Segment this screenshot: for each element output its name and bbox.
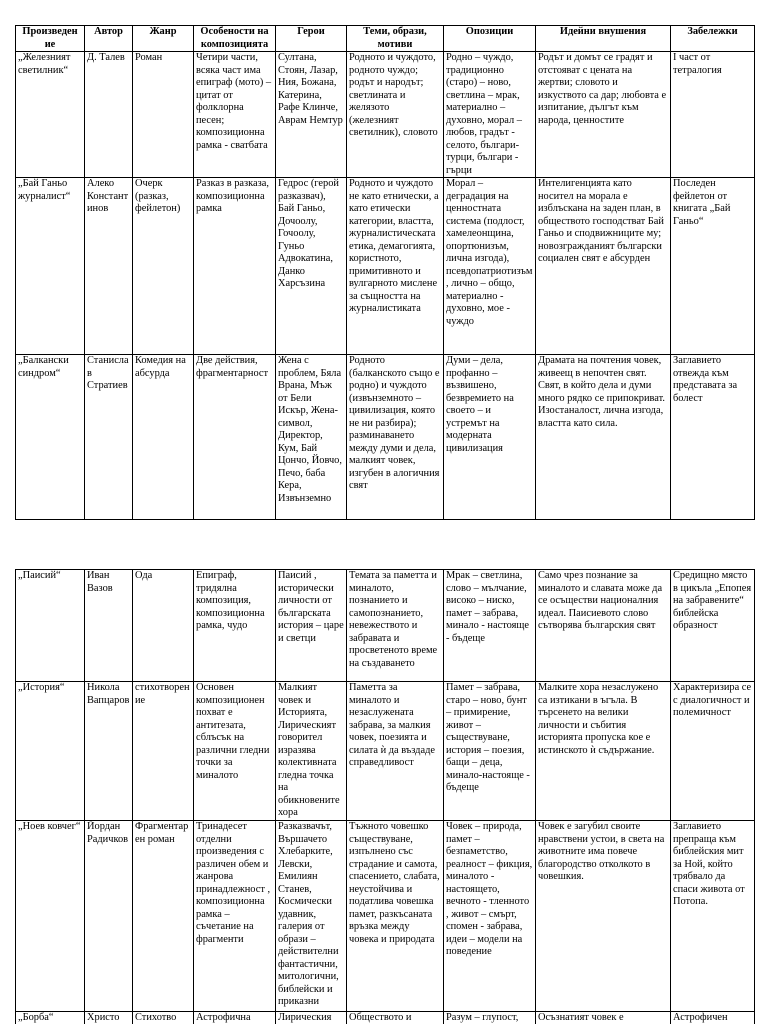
- literature-table-2: [15, 569, 755, 1024]
- table-cell: стихотворение: [133, 682, 194, 821]
- table-cell: Родното и чуждото не като етнически, а като етически категории, властта, журналистическата етика, демагогията, користното, примитивното и вулгарното мислене за същността на журналистиката: [347, 178, 444, 355]
- table-cell: Стихотво: [133, 1012, 194, 1024]
- header-cell: Идейни внушения: [536, 26, 671, 52]
- table-cell: Разказвачът, Вършачето Хлебарките, Левски, Емилиян Станев, Космически удавник, галерия от образи – действителни фантастични, митологични, библейски и приказни: [276, 821, 347, 1012]
- table-cell: „Балкански синдром“: [16, 355, 85, 520]
- table-cell: Мрак – светлина, слово – мълчание, високо – ниско, памет – забрава, минало - настояще - бъдеще: [444, 570, 536, 682]
- table-cell: Средищно място в цикъла „Епопея на забравените“ библейска образност: [671, 570, 755, 682]
- table-cell: „Борба“: [16, 1012, 85, 1024]
- table-cell: Астрофичен: [671, 1012, 755, 1024]
- table-cell: Йордан Радичков: [85, 821, 133, 1012]
- table-cell: Роман: [133, 52, 194, 178]
- table-cell: „Ноев ковчег“: [16, 821, 85, 1012]
- table-cell: Драмата на почтения човек, живеещ в непочтен свят. Свят, в който дела и думи много рядко се припокриват. Изостаналост, лична изгода, властта като сила.: [536, 355, 671, 520]
- table-cell: „Паисий“: [16, 570, 85, 682]
- table-cell: Разказ в разказа, композиционна рамка: [194, 178, 276, 355]
- table-cell: Станислав Стратиев: [85, 355, 133, 520]
- literature-table-1: [15, 25, 755, 520]
- table-cell: Малките хора незаслужено са изтикани в ъгъла. В търсенето на велики личности и събития историята пропуска кое е истинското ѝ съдържание.: [536, 682, 671, 821]
- table-cell: Родното и чуждото, родното чуждо; родът и народът; светлината и желязото (железният светилник), словото: [347, 52, 444, 178]
- table-cell: I част от тетралогия: [671, 52, 755, 178]
- table-cell: Родно – чуждо, традиционно (старо) – ново, светлина – мрак, материално – духовно, морал – любов, градът - селото, българи-турци, българи - гърци: [444, 52, 536, 178]
- table-cell: Интелигенцията като носител на морала е изблъскана на заден план, в обществото господстват Бай Ганьо и сподвижниците му; новозгражданият български социален свят е абсурден: [536, 178, 671, 355]
- table-cell: Епиграф, тридялна композиция, композиционна рамка, чудо: [194, 570, 276, 682]
- table-cell: Ода: [133, 570, 194, 682]
- table-cell: Основен композиционен похват е антитезата, сблъсък на различни гледни точки за миналото: [194, 682, 276, 821]
- table-cell: Тринадесет отделни произведения с различен обем и жанрова принадлежност , композиционна рамка – съчетание на фрагменти: [194, 821, 276, 1012]
- table-cell: Христо: [85, 1012, 133, 1024]
- table-cell: Д. Талев: [85, 52, 133, 178]
- table-row: [16, 52, 755, 178]
- table-cell: Родът и домът се градят и отстояват с цената на жертви; словото и изкуството са дар; любовта е изпитание, дългът към народа, ценностите: [536, 52, 671, 178]
- table-cell: Жена с проблем, Бяла Врана, Мъж от Бели Искър, Жена-символ, Директор, Кум, Бай Цончо, Йовчо, Печо, баба Кера, Извънземно: [276, 355, 347, 520]
- table-cell: Заглавието отвежда към представата за болест: [671, 355, 755, 520]
- header-cell: Особености на композицията: [194, 26, 276, 52]
- table-cell: Само чрез познание за миналото и славата може да се осъществи националния идеал. Паисиевото слово сътворява българския свят: [536, 570, 671, 682]
- table-cell: Лирическия: [276, 1012, 347, 1024]
- table-cell: Памет – забрава, старо – ново, бунт – примирение, живот – съществуване, история – поезия, бащи – деца, минало-настояще - бъдеще: [444, 682, 536, 821]
- table-cell: Алеко Константинов: [85, 178, 133, 355]
- header-cell: Жанр: [133, 26, 194, 52]
- table-row: [16, 355, 755, 520]
- header-cell: Герои: [276, 26, 347, 52]
- table-cell: Комедия на абсурда: [133, 355, 194, 520]
- table-row: [16, 570, 755, 682]
- table-row: [16, 682, 755, 821]
- table-cell: Малкият човек и Историята, Лирическият говорител изразява колективната гледна точка на обикновените хора: [276, 682, 347, 821]
- table-cell: Очерк (разказ, фейлетон): [133, 178, 194, 355]
- header-cell: Теми, образи, мотиви: [347, 26, 444, 52]
- table-cell: „Бай Ганьо журналист“: [16, 178, 85, 355]
- table-row: [16, 178, 755, 355]
- table-cell: Никола Вапцаров: [85, 682, 133, 821]
- table-cell: Тъжното човешко съществуване, изпълнено със страдание и самота, спасението, слабата, неустойчива и податлива човешка памет, разкъсаната връзка между човека и природата: [347, 821, 444, 1012]
- table-cell: Султана, Стоян, Лазар, Ния, Божана, Катерина, Рафе Клинче, Аврам Немтур: [276, 52, 347, 178]
- table-cell: Човек е загубил своите нравствени устои, в света на животните има повече благородство отколкото в човешкия.: [536, 821, 671, 1012]
- header-cell: Произведен ие: [16, 26, 85, 52]
- table-cell: Гедрос (герой разказвач), Бай Ганьо, Дочоолу, Гочоолу, Гуньо Адвокатина, Данко Харсъзина: [276, 178, 347, 355]
- table-cell: „История“: [16, 682, 85, 821]
- table-cell: Последен фейлетон от книгата „Бай Ганьо“: [671, 178, 755, 355]
- table-row: [16, 821, 755, 1012]
- header-cell: Опозиции: [444, 26, 536, 52]
- table-cell: Паисий , исторически личности от българската история – царе и светци: [276, 570, 347, 682]
- table-cell: Иван Вазов: [85, 570, 133, 682]
- table-cell: Думи – дела, профанно – възвишено, безвремието на своето – и устремът на модерната цивилизация: [444, 355, 536, 520]
- table-cell: Фрагментарен роман: [133, 821, 194, 1012]
- table-cell: „Железният светилник“: [16, 52, 85, 178]
- table-cell: Родното (балканското също е родно) и чуждото (извънземното – цивилизация, която не ни разбира); разминаването между думи и дела, малкият човек, изгубен в алогичния свят: [347, 355, 444, 520]
- table-row: [16, 1012, 755, 1024]
- header-cell: Забележки: [671, 26, 755, 52]
- table-cell: Осъзнатият човек е: [536, 1012, 671, 1024]
- header-row: [16, 26, 755, 52]
- table-cell: Паметта за миналото и незаслужената забрава, за малкия човек, поезията и силата ѝ да въздаде справедливост: [347, 682, 444, 821]
- table-cell: Обществото и: [347, 1012, 444, 1024]
- table-cell: Разум – глупост,: [444, 1012, 536, 1024]
- table-cell: Заглавието препраща към библейския мит за Ной, който трябвало да спаси живота от Потопа.: [671, 821, 755, 1012]
- table-cell: Две действия, фрагментарност: [194, 355, 276, 520]
- table-cell: Морал – деградация на ценностната система (подлост, хамелеонщина, опортюнизъм, лична изгода), псевдопатриотизъм, лично – общо, материално - духовно, мое - чуждо: [444, 178, 536, 355]
- table-cell: Четири части, всяка част има епиграф (мото) – цитат от фолклорна песен; композиционна рамка - сватбата: [194, 52, 276, 178]
- table-cell: Темата за паметта и миналото, познанието и самопознанието, невежеството и забравата и просветеното време на създаването: [347, 570, 444, 682]
- table-cell: Човек – природа, памет – безпаметство, реалност – фикция, миналото - настоящето, вечното - тленното , живот – смърт, спомен - забрава, идеи – модели на поведение: [444, 821, 536, 1012]
- table-cell: Астрофична: [194, 1012, 276, 1024]
- table-cell: Характеризира се с диалогичност и полемичност: [671, 682, 755, 821]
- header-cell: Автор: [85, 26, 133, 52]
